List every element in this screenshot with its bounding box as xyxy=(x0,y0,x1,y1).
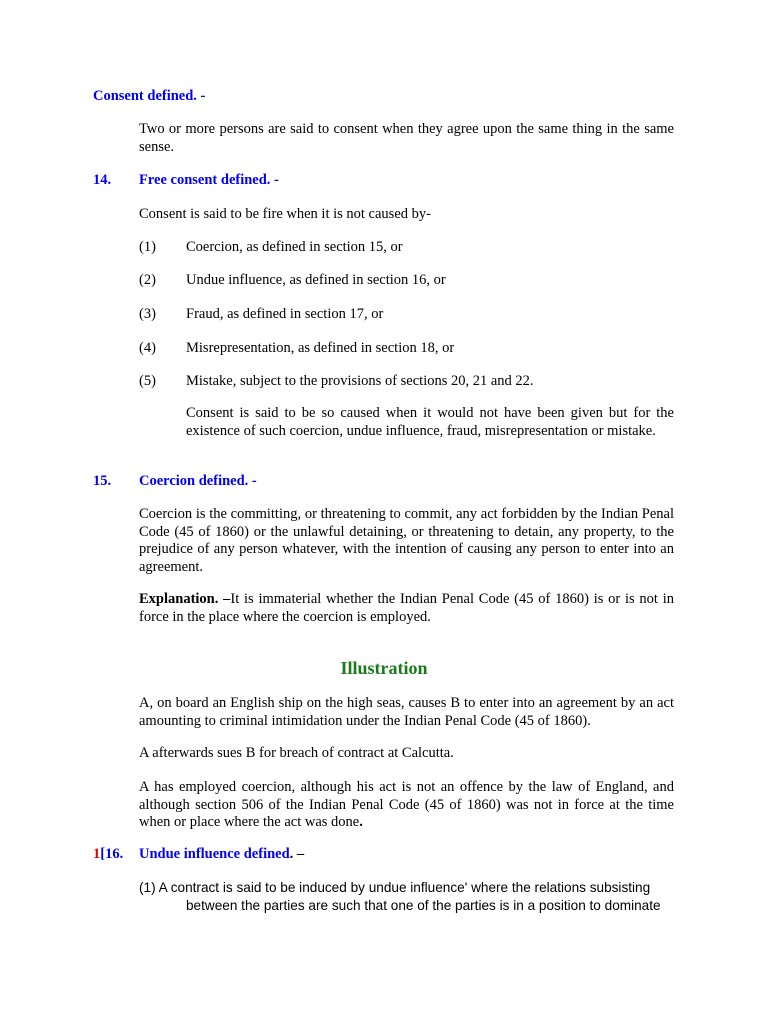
illustration-paragraph: A afterwards sues B for breach of contract at Calcutta. xyxy=(139,745,454,761)
section-16-heading-text: Undue influence defined xyxy=(139,846,290,862)
list-item-number: (4) xyxy=(139,340,156,356)
list-item-number: (3) xyxy=(139,306,156,322)
section-16-number-text: [16. xyxy=(100,846,124,862)
explanation-text: It is immaterial whether the Indian Penal Code (45 of 1860) is or is not in force in the place where the coercion is employed. xyxy=(139,591,674,625)
section-16-text-line: between the parties are such that one of the parties is in a position to dominate xyxy=(186,898,661,913)
footnote-reference: 1 xyxy=(93,846,101,862)
list-item-number: (2) xyxy=(139,272,156,288)
list-item-text: Misrepresentation, as defined in section 18, or xyxy=(186,340,455,356)
list-item-text: Undue influence, as defined in section 16, or xyxy=(186,272,446,288)
list-item-number: (5) xyxy=(139,373,156,389)
section-14-number: 14. xyxy=(93,172,112,188)
section-16-number xyxy=(93,846,123,864)
illustration-paragraph: A, on board an English ship on the high seas, causes B to enter into an agreement by an act amounting to criminal intimidation under the Indian Penal Code (45 of 1860). xyxy=(139,695,674,729)
illustration-paragraph-text: A has employed coercion, although his act is not an offence by the law of England, and although section 506 of the Indian Penal Code (45 of 1860) was not in force at the time when or place where the act was done xyxy=(139,779,674,830)
illustration-title: Illustration xyxy=(340,658,428,678)
section-16-heading xyxy=(139,846,304,864)
list-item-text: Coercion, as defined in section 15, or xyxy=(186,239,403,255)
list-item-text: Mistake, subject to the provisions of sections 20, 21 and 22. xyxy=(186,373,534,389)
consent-defined-heading: Consent defined. - xyxy=(93,88,206,104)
section-14-closing: Consent is said to be so caused when it would not have been given but for the existence of such coercion, undue influence, fraud, misrepresentation or mistake. xyxy=(186,405,674,439)
section-16-heading-suffix: . – xyxy=(289,846,305,862)
list-item-text: Fraud, as defined in section 17, or xyxy=(186,306,384,322)
illustration-paragraph xyxy=(139,779,674,832)
illustration-paragraph-end: . xyxy=(359,814,363,830)
section-15-text: Coercion is the committing, or threatening to commit, any act forbidden by the Indian Penal Code (45 of 1860) or the unlawful detaining, or threatening to detain, any property, to the prejudice of any person whatever, with the intention of causing any person to enter into an agreement. xyxy=(139,506,674,575)
section-15-number: 15. xyxy=(93,473,112,489)
section-15-explanation xyxy=(139,591,674,626)
section-16-text-line: (1) A contract is said to be induced by undue influence' where the relations subsisting xyxy=(139,880,651,895)
list-item-number: (1) xyxy=(139,239,156,255)
consent-defined-text: Two or more persons are said to consent when they agree upon the same thing in the same sense. xyxy=(139,121,674,155)
section-14-heading: Free consent defined. - xyxy=(139,172,279,188)
explanation-label: Explanation. – xyxy=(139,591,231,607)
section-14-intro: Consent is said to be fire when it is not caused by- xyxy=(139,206,431,222)
section-15-heading: Coercion defined. - xyxy=(139,473,257,489)
